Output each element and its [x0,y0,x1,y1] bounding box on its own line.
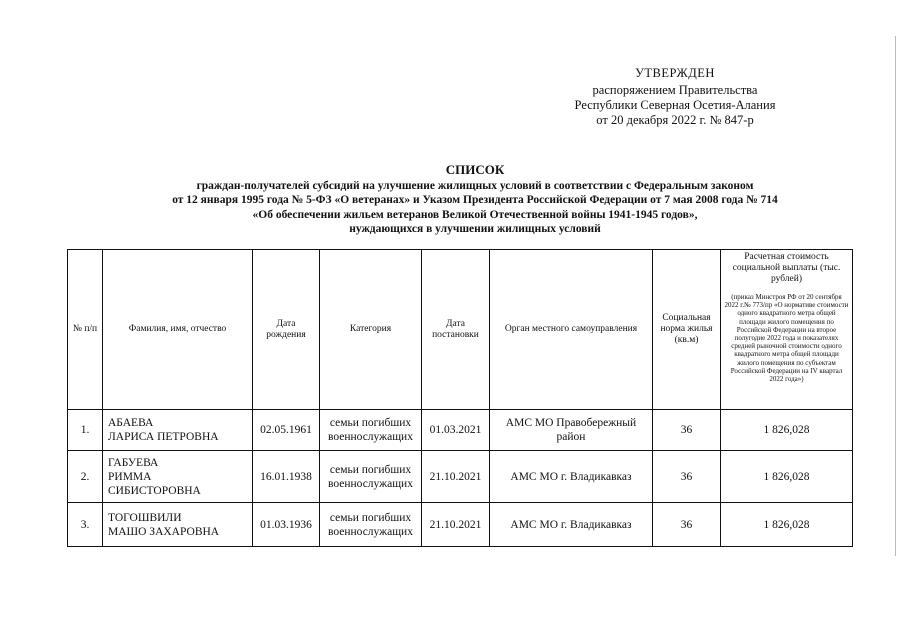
row-authority: АМС МО г. Владикавказ [490,503,653,547]
row-name [103,451,253,503]
header-payout-note: (приказ Минстроя РФ от 20 сентября 2022 г.№ 773/пр «О нормативе стоимости одного квадратного метра общей площади жилого помещения по Российской Федерации на второе полугодие 2022 года и показателях средней рыночной стоимости одного квадратного метра общей площади жилого помещения по субъектам Российской Федерации на IV квартал 2022 года») [724,293,849,384]
header-birth: Дата рождения [253,250,320,410]
row-reg-date: 21.10.2021 [422,503,490,547]
header-name: Фамилия, имя, отчество [103,250,253,410]
name-surname: ТОГОШВИЛИ [108,511,182,524]
header-category: Категория [320,250,422,410]
header-payout-title: Расчетная стоимость социальной выплаты (тыс. рублей) [732,252,841,284]
row-num: 2. [68,451,103,503]
row-num: 3. [68,503,103,547]
table-header-row [68,250,853,410]
row-reg-date: 21.10.2021 [422,451,490,503]
approval-stamp [560,66,790,128]
name-surname: АБАЕВА [108,417,154,429]
row-category: семьи погибших военнослужащих [320,503,422,547]
row-reg-date: 01.03.2021 [422,410,490,451]
table-row [68,503,853,547]
approval-heading: УТВЕРЖДЕН [635,66,715,80]
approval-line-2: Республики Северная Осетия-Алания [574,98,776,112]
header-num: № п/п [68,250,103,410]
document-title [90,163,860,237]
header-reg-date: Дата постановки [422,250,490,410]
row-num: 1. [68,410,103,451]
row-norm: 36 [653,503,721,547]
name-given: МАШО ЗАХАРОВНА [108,525,220,538]
recipients-table [67,249,853,547]
row-norm: 36 [653,410,721,451]
table-row [68,410,853,451]
page-edge-line [895,36,896,556]
row-name [103,503,253,547]
approval-line-3: от 20 декабря 2022 г. № 847-р [596,113,754,127]
row-category: семьи погибших военнослужащих [320,451,422,503]
title-line-2: от 12 января 1995 года № 5-ФЗ «О ветеранах» и Указом Президента Российской Федерации от 7 мая 2008 года № 714 [172,194,778,206]
name-given: ЛАРИСА ПЕТРОВНА [108,431,219,443]
name-surname: ГАБУЕВА [108,456,159,469]
row-payout: 1 826,028 [721,451,853,503]
row-birth: 16.01.1938 [253,451,320,503]
title-main: СПИСОК [445,162,505,177]
title-line-1: граждан-получателей субсидий на улучшение жилищных условий в соответствии с Федеральным законом [196,179,754,192]
row-payout: 1 826,028 [721,503,853,547]
title-line-3: «Об обеспечении жильем ветеранов Великой Отечественной войны 1941-1945 годов», [252,208,698,221]
header-norm: Социальная норма жилья (кв.м) [653,250,721,410]
row-authority: АМС МО Правобережный район [490,410,653,451]
row-birth: 02.05.1961 [253,410,320,451]
title-line-4: нуждающихся в улучшении жилищных условий [349,223,601,235]
header-payout [721,250,853,410]
row-payout: 1 826,028 [721,410,853,451]
row-birth: 01.03.1936 [253,503,320,547]
row-authority: АМС МО г. Владикавказ [490,451,653,503]
row-norm: 36 [653,451,721,503]
row-name [103,410,253,451]
approval-line-1: распоряжением Правительства [592,83,758,97]
row-category: семьи погибших военнослужащих [320,410,422,451]
table-row [68,451,853,503]
name-patronymic: СИБИСТОРОВНА [108,484,201,497]
header-authority: Орган местного самоуправления [490,250,653,410]
name-given: РИММА [108,470,152,483]
